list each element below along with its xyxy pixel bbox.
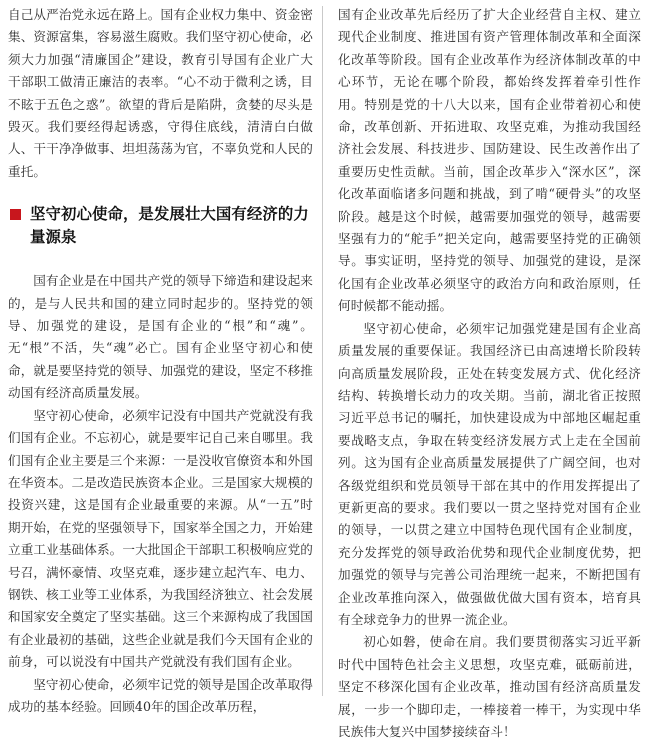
body-paragraph: 国有企业是在中国共产党的领导下缔造和建设起来的，是与人民共和国的建立同时起步的。坚持党的领导、加强党的建设，是国有企业的“根”和“魂”。无“根”不活，失“魂”必亡。国有企业坚守初心和使命，就是要坚持党的领导、加强党的建设，坚定不移推动国有经济高质量发展。 (8, 273, 313, 401)
body-paragraph: 初心如磐，使命在肩。我们要贯彻落实习近平新时代中国特色社会主义思想，攻坚克难，砥砺前进，坚定不移深化国有企业改革，推动国有经济高质量发展，一步一个脚印走，一棒接着一棒干，为实现中华民族伟大复兴中国梦接续奋斗！ (338, 634, 641, 739)
body-paragraph: 坚守初心使命，必须牢记加强党建是国有企业高质量发展的重要保证。我国经济已由高速增长阶段转向高质量发展阶段，正处在转变发展方式、优化经济结构、转换增长动力的攻关期。当前，湖北省正按照习近平总书记的嘱托，加快建设成为中部地区崛起重要战略支点，争取在转变经济发展方式上走在全国前列。这为国有企业高质量发展提供了广阔空间，也对各级党组织和党员领导干部在其中的作用发挥提出了更新更高的要求。我们要以一贯之坚持党对国有企业的领导，一以贯之建立中国特色现代国有企业制度，充分发挥党的领导政治优势和现代企业制度优势，把加强党的领导与完善公司治理统一起来，不断把国有企业改革推向深入，做强做优做大国有资本，培育具有全球竞争力的世界一流企业。 (338, 320, 641, 627)
left-column (8, 4, 313, 718)
section-heading-text: 坚守初心使命，是发展壮大国有经济的力量源泉 (30, 205, 309, 247)
red-square-marker-icon (10, 209, 21, 220)
body-paragraph: 国有企业改革先后经历了扩大企业经营自主权、建立现代企业制度、推进国有资产管理体制改革和全面深化改革等阶段。国有企业改革作为经济体制改革的中心环节，无论在哪个阶段，都始终发挥着牵引性作用。特别是党的十八大以来，国有企业带着初心和使命，改革创新、开拓进取、攻坚克难，为推动我国经济社会发展、科技进步、国防建设、民生改善作出了重要历史性贡献。当前，国企改革步入“深水区”，深化改革面临诸多问题和挑战，到了啃“硬骨头”的攻坚阶段。越是这个时候，越需要加强党的领导，越需要坚强有力的“舵手”把关定向，越需要坚持党的正确领导。事实证明，坚持党的领导、加强党的建设，是深化国有企业改革必须坚守的政治方向和政治原则，任何时候都不能动摇。 (338, 7, 641, 314)
intro-paragraph: 自己从严治党永远在路上。国有企业权力集中、资金密集、资源富集，容易滋生腐败。我们坚守初心使命，必须大力加强“清廉国企”建设，教育引导国有企业广大干部职工做清正廉洁的表率。“心不动于微利之诱，目不眩于五色之惑”。欲望的背后是陷阱，贪婪的尽头是毁灭。我们要经得起诱惑，守得住底线，清清白白做人、干干净净做事、坦坦荡荡为官，不辜负党和人民的重托。 (8, 7, 313, 179)
right-column (338, 4, 641, 743)
column-divider (322, 6, 323, 696)
body-paragraph: 坚守初心使命，必须牢记党的领导是国企改革取得成功的基本经验。回顾40年的国企改革历程， (8, 676, 313, 714)
section-heading (8, 203, 313, 249)
body-paragraph: 坚守初心使命，必须牢记没有中国共产党就没有我们国有企业。不忘初心，就是要牢记自己来自哪里。我们国有企业主要是三个来源：一是没收官僚资本和外国在华资本。二是改造民族资本企业。三是国家大规模的投资兴建，这是国有企业最重要的来源。从“一五”时期开始，在党的坚强领导下，国家举全国之力，开始建立重工业基础体系。一大批国企干部职工积极响应党的号召，满怀豪情、攻坚克难，逐步建立起汽车、电力、钢铁、核工业等工业体系，为我国经济独立、社会发展和国家安全奠定了坚实基础。这三个来源构成了我国国有企业最初的基础，这些企业就是我们今天国有企业的前身，可以说没有中国共产党就没有我们国有企业。 (8, 407, 313, 670)
